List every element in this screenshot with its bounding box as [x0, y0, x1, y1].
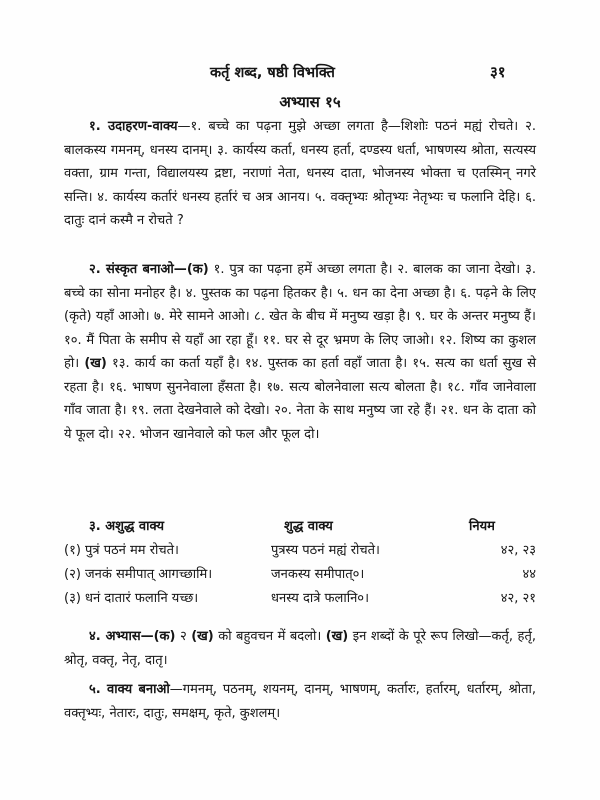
section-text: —१. बच्चे का पढ़ना मुझे अच्छा लगता है—शिशोः पठनं मह्यं रोचते। २. बालकस्य गमनम्, धनस्य दानम्। ३. कार्यस्य कर्ता, धनस्य हर्ता, दण्डस्य धर्ता, भाषणस्य श्रोता, सत्यस्य वक्ता, ग्राम गन्ता, विद्यालयस्य द्रष्टा, नराणां नेता, धनस्य दाता, भोजनस्य भोक्ता च एतस्मिन् नगरे सन्ति। ४. कार्यस्य कर्तारं धनस्य हर्तारं च अत्र आनय। ५. वक्तृभ्यः श्रोतृभ्यः नेतृभ्यः च फलानि देहि। ६. दातुः दानं कस्मै न रोचते ?: [64, 119, 536, 228]
wrong-sentence: (३) धनं दातारं फलानि यच्छ।: [64, 591, 199, 606]
section-heading: ५. वाक्य बनाओ: [89, 682, 170, 697]
column-header-rule: नियम: [469, 519, 495, 534]
wrong-sentence: (२) जनकं समीपात् आगच्छामि।: [64, 567, 213, 582]
table-row: [64, 588, 536, 612]
rule-number: ४४: [522, 567, 536, 582]
running-header: [0, 62, 600, 84]
table-header-row: [64, 516, 536, 540]
correct-sentence: जनकस्य समीपात्०।: [271, 567, 365, 582]
section-make-sentences: [64, 678, 536, 725]
part-a-text: १. पुत्र का पढ़ना हमें अच्छा लगता है। २. बालक का जाना देखो। ३. बच्चे का सोना मनोहर है। ४. पुस्तक का पढ़ना हितकर है। ५. धन का देना अच्छा है। ६. पढ़ने के लिए (कृते) यहाँ आओ। ७. मेरे सामने आओ। ८. खेत के बीच में मनुष्य खड़ा है। ९. घर के अन्तर मनुष्य हैं। १०. मैं पिता के समीप से यहाँ आ रहा हूँ। ११. घर से दूर भ्रमण के लिए जाओ। १२. शिष्य का कुशल हो।: [64, 262, 536, 371]
section-translate-to-sanskrit: [64, 258, 536, 446]
part-a-label: (क): [153, 629, 176, 644]
section-text: २: [175, 629, 192, 644]
column-header-wrong: ३. अशुद्ध वाक्य: [89, 519, 164, 534]
section-text: —गमनम्, पठनम्, शयनम्, दानम्, भाषणम्, कर्तारः, हर्तारम्, धर्तारम्, श्रोता, वक्तृभ्यः, नेतारः, दातुः, समक्षम्, कृते, कुशलम्।: [64, 682, 536, 721]
table-row: [64, 540, 536, 564]
column-header-correct: शुद्ध वाक्य: [284, 519, 333, 534]
section-heading: १. उदाहरण-वाक्य: [89, 119, 178, 134]
rule-number: ४२, २३: [500, 543, 536, 558]
section-example-sentences: [64, 115, 536, 233]
wrong-sentence: (१) पुत्रं पठनं मम रोचते।: [64, 543, 179, 558]
section-text: को बहुवचन में बदलो।: [213, 629, 326, 644]
part-b-label: (ख): [84, 356, 107, 371]
part-a-label: (क): [186, 262, 209, 277]
part-b-text: १३. कार्य का कर्ता यहाँ है। १४. पुस्तक का हर्ता वहाँ जाता है। १५. सत्य का धर्ता सुख से रहता है। १६. भाषण सुननेवाला हँसता है। १७. सत्य बोलनेवाला सत्य बोलता है। १८. गाँव जानेवाला गाँव जाता है। १९. लता देखनेवाले को देखो। २०. नेता के साथ मनुष्य जा रहे हैं। २१. धन के दाता को ये फूल दो। २२. भोजन खानेवाले को फल और फूल दो।: [64, 356, 536, 442]
chapter-title: कर्तृ शब्द, षष्ठी विभक्ति: [210, 65, 335, 81]
part-b-label: (ख): [191, 629, 214, 644]
section-heading: ४. अभ्यास—: [89, 629, 154, 644]
exercise-title: अभ्यास १५: [279, 93, 341, 111]
section-text: इन शब्दों के पूरे रूप लिखो—कर्तृ, हर्तृ, श्रोतृ, वक्तृ, नेतृ, दातृ।: [64, 629, 536, 668]
page-number: ३१: [490, 63, 506, 81]
correct-sentence: पुत्रस्य पठनं मह्यं रोचते।: [271, 543, 380, 558]
section-practice: [64, 625, 536, 672]
table-row: [64, 564, 536, 588]
rule-number: ४२, २१: [500, 591, 536, 606]
section-heading: २. संस्कृत बनाओ—: [89, 262, 187, 277]
correction-table: [64, 516, 536, 612]
part-b-label-2: (ख): [325, 629, 349, 644]
correct-sentence: धनस्य दात्रे फलानि०।: [271, 591, 369, 606]
